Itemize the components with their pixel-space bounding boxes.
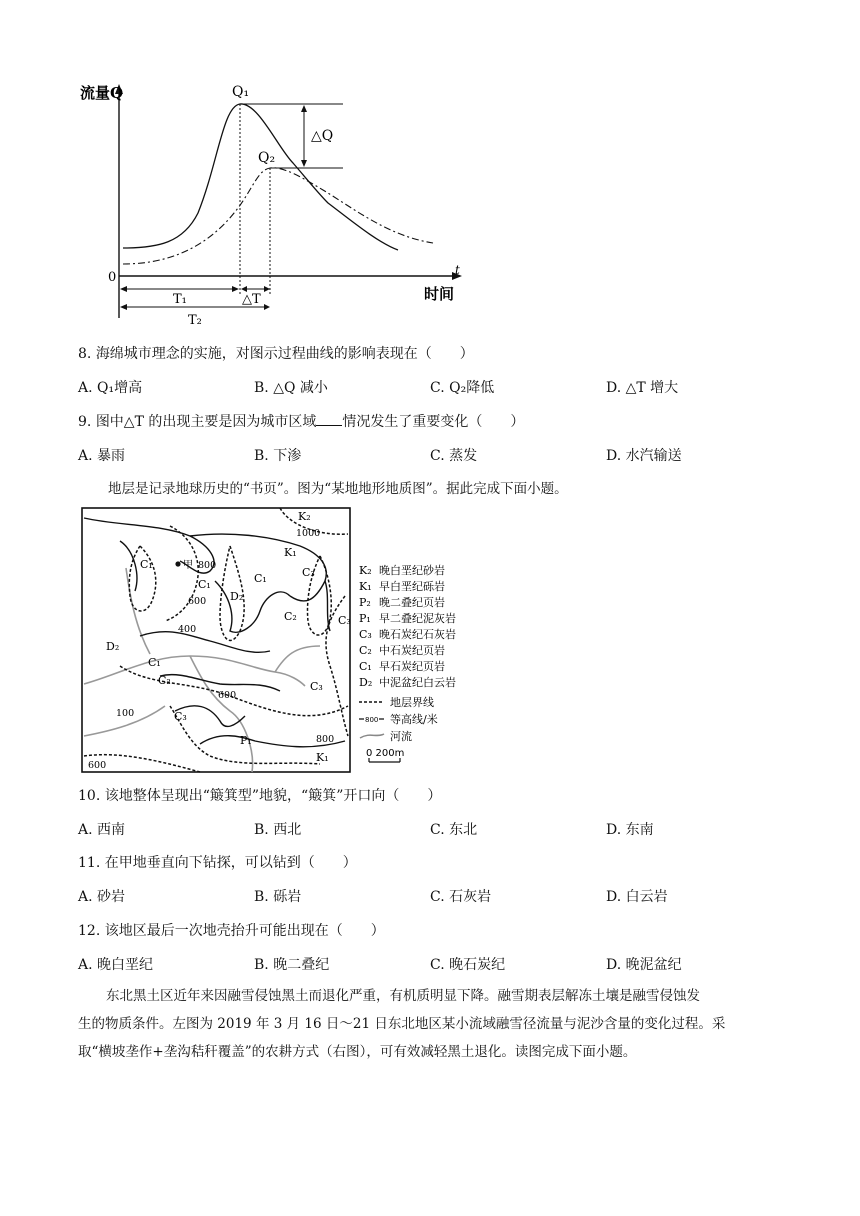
label-k1-bottom: K₁ <box>316 751 329 764</box>
legend-code-0: K₂ <box>359 564 372 577</box>
map-legend <box>359 563 456 762</box>
legend-code-4: C₃ <box>359 628 372 641</box>
point-jia <box>175 561 180 566</box>
legend-contour-text: 等高线/米 <box>390 713 438 726</box>
q9-option-c[interactable]: C. 蒸发 <box>430 448 478 464</box>
q9-option-a[interactable]: A. 暴雨 <box>78 448 126 464</box>
natural-hydrograph-curve <box>123 168 433 264</box>
elev-600-a: 600 <box>188 596 207 607</box>
question-9 <box>78 411 524 431</box>
question-11-number: 11. <box>78 855 101 871</box>
q10-option-b[interactable]: B. 西北 <box>254 822 302 838</box>
question-10-number: 10. <box>78 788 101 804</box>
q1-label: Q₁ <box>232 84 250 100</box>
delta-q-label: △Q <box>311 128 334 144</box>
label-c1-a: C₁ <box>140 558 153 571</box>
elev-1000: 1000 <box>296 528 321 539</box>
q8-option-d[interactable]: D. △T 增大 <box>606 380 679 396</box>
q8-option-a[interactable]: A. Q₁增高 <box>78 380 143 396</box>
t2-arrow-right <box>264 304 270 310</box>
q11-option-b[interactable]: B. 砾岩 <box>254 889 302 905</box>
q12-option-b[interactable]: B. 晚二叠纪 <box>254 957 330 973</box>
label-c1-d: C₁ <box>148 656 161 669</box>
elev-600-b: 600 <box>218 690 237 701</box>
t2-label: T₂ <box>188 313 202 328</box>
legend-text-5: 中石炭纪页岩 <box>379 644 445 657</box>
x-axis-letter: t <box>455 263 460 277</box>
question-10 <box>78 785 441 805</box>
q11-option-d[interactable]: D. 白云岩 <box>606 889 668 905</box>
elev-400: 400 <box>178 624 197 635</box>
question-8-stem: 海绵城市理念的实施，对图示过程曲线的影响表现在（ ） <box>95 346 474 362</box>
origin-label: 0 <box>108 270 117 285</box>
blacksoil-intro-line-3: 取“横坡垄作+垄沟秸秆覆盖”的农耕方式（右图），可有效减轻黑土退化。读图完成下面小题。 <box>78 1044 637 1060</box>
legend-text-0: 晚白垩纪砂岩 <box>379 564 445 577</box>
legend-river-swatch <box>360 734 384 738</box>
hydrograph-figure <box>78 78 478 328</box>
geology-intro: 地层是记录地球历史的“书页”。图为“某地地形地质图”。据此完成下面小题。 <box>108 481 568 497</box>
t1-arrow-right <box>232 286 239 292</box>
t2-arrow-left <box>120 304 127 310</box>
legend-code-5: C₂ <box>359 644 372 657</box>
question-9-stem-before: 图中△T 的出现主要是因为城市区域 <box>95 414 317 430</box>
elev-600-c: 600 <box>88 760 107 771</box>
y-axis-label: 流量Q <box>80 84 124 102</box>
geologic-map-figure <box>80 506 480 776</box>
legend-text-7: 中泥盆纪白云岩 <box>379 676 456 689</box>
question-8 <box>78 343 474 363</box>
q12-option-c[interactable]: C. 晚石炭纪 <box>430 957 506 973</box>
legend-code-7: D₂ <box>359 676 373 689</box>
q11-option-a[interactable]: A. 砂岩 <box>78 889 126 905</box>
question-12-stem: 该地区最后一次地壳抬升可能出现在（ ） <box>104 923 385 939</box>
question-12 <box>78 920 385 940</box>
q10-option-d[interactable]: D. 东南 <box>606 822 654 838</box>
legend-river-text: 河流 <box>390 730 412 743</box>
question-12-number: 12. <box>78 923 101 939</box>
blacksoil-intro-line-1: 东北黑土区近年来因融雪侵蚀黑土而退化严重，有机质明显下降。融雪期表层解冻土壤是融雪侵蚀发 <box>106 988 700 1004</box>
q2-label: Q₂ <box>258 150 276 166</box>
elev-100: 100 <box>116 708 135 719</box>
question-11 <box>78 852 357 872</box>
label-c3-a: C₃ <box>302 566 315 579</box>
q12-option-a[interactable]: A. 晚白垩纪 <box>78 957 154 973</box>
label-c3-b: C₃ <box>338 614 351 627</box>
label-c1-b: C₁ <box>198 578 211 591</box>
blacksoil-intro-line-2: 生的物质条件。左图为 2019 年 3 月 16 日～21 日东北地区某小流域融雪径流量与泥沙含量的变化过程。采 <box>78 1016 726 1032</box>
legend-text-1: 早白垩纪砾岩 <box>379 580 445 593</box>
legend-contour-sample: 800 <box>365 716 379 724</box>
label-c2-b: C₂ <box>158 674 171 687</box>
delta-q-arrow-bottom <box>301 160 307 167</box>
legend-code-2: P₂ <box>359 596 371 609</box>
legend-boundary-text: 地层界线 <box>390 696 434 709</box>
legend-text-2: 晚二叠纪页岩 <box>379 596 445 609</box>
label-d2-a: D₂ <box>230 590 244 603</box>
question-10-stem: 该地整体呈现出“簸箕型”地貌，“簸箕”开口向（ ） <box>104 788 442 804</box>
q12-option-d[interactable]: D. 晚泥盆纪 <box>606 957 682 973</box>
q9-option-b[interactable]: B. 下渗 <box>254 448 302 464</box>
question-11-stem: 在甲地垂直向下钻探，可以钻到（ ） <box>104 855 357 871</box>
legend-text-3: 早二叠纪泥灰岩 <box>379 612 456 625</box>
question-9-stem-after: 情况发生了重要变化（ ） <box>342 414 525 430</box>
question-9-number: 9. <box>78 414 92 430</box>
answer-blank <box>316 413 342 426</box>
t1-label: T₁ <box>173 292 187 307</box>
label-d2-b: D₂ <box>106 640 120 653</box>
legend-code-1: K₁ <box>359 580 372 593</box>
t1-arrow-left <box>120 286 127 292</box>
legend-code-6: C₁ <box>359 660 372 673</box>
elev-800-a: 800 <box>198 560 217 571</box>
blacksoil-intro <box>78 982 788 1066</box>
q11-option-c[interactable]: C. 石灰岩 <box>430 889 492 905</box>
delta-t-label: △T <box>242 292 261 307</box>
q8-option-b[interactable]: B. △Q 减小 <box>254 380 328 396</box>
legend-text-4: 晚石炭纪石灰岩 <box>379 628 456 641</box>
q8-option-c[interactable]: C. Q₂降低 <box>430 380 495 396</box>
delta-t-arrow-right <box>264 286 270 292</box>
x-axis-label: 时间 <box>424 285 455 303</box>
label-p1: P₁ <box>240 734 252 747</box>
map-frame <box>82 508 350 772</box>
elev-800-b: 800 <box>316 734 335 745</box>
delta-q-arrow-top <box>301 105 307 112</box>
label-c3-c: C₃ <box>310 680 323 693</box>
q10-option-a[interactable]: A. 西南 <box>78 822 126 838</box>
label-c2-a: C₂ <box>284 610 297 623</box>
label-c1-c: C₁ <box>254 572 267 585</box>
label-c3-d: C₃ <box>174 710 187 723</box>
legend-code-3: P₁ <box>359 612 371 625</box>
q9-option-d[interactable]: D. 水汽输送 <box>606 448 682 464</box>
label-k2: K₂ <box>298 510 311 523</box>
scale-text: 0 200m <box>366 748 405 759</box>
label-k1-top: K₁ <box>284 546 297 559</box>
q10-option-c[interactable]: C. 东北 <box>430 822 478 838</box>
question-8-number: 8. <box>78 346 92 362</box>
point-jia-label: 甲 <box>183 560 193 571</box>
legend-text-6: 早石炭纪页岩 <box>379 660 445 673</box>
urban-hydrograph-curve <box>123 104 398 250</box>
